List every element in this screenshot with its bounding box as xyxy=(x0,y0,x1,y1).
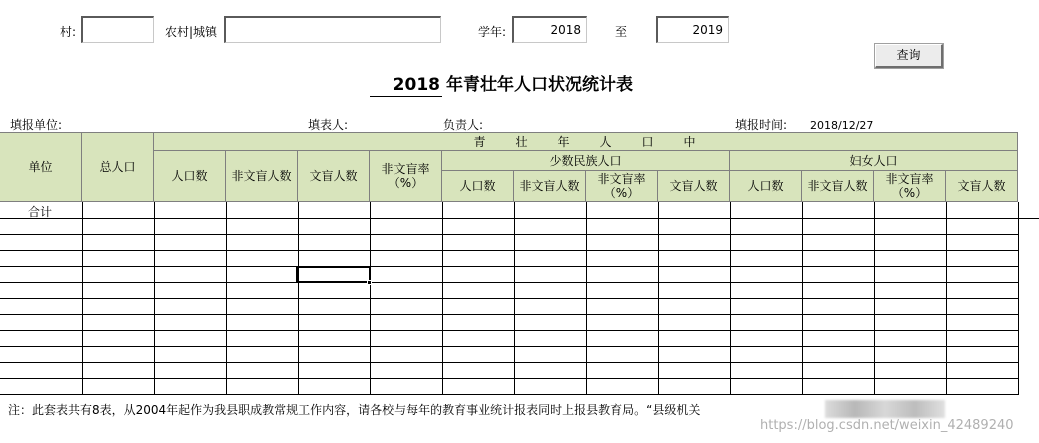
header-minority-nonilliterate: 非文盲人数 xyxy=(514,171,586,202)
grid-col-line xyxy=(730,202,731,395)
header-youth: 青 壮 年 人 口 中 xyxy=(154,133,1018,151)
header-unit: 单位 xyxy=(0,133,82,202)
year-to-input[interactable] xyxy=(656,16,729,43)
grid-row-line xyxy=(0,314,1018,315)
blurred-text xyxy=(825,400,945,418)
grid-row-line xyxy=(0,298,1018,299)
village-input[interactable] xyxy=(81,16,154,43)
grid-col-line xyxy=(442,202,443,395)
grid-col-line xyxy=(1018,202,1019,395)
grid-col-line xyxy=(226,202,227,395)
year-label: 学年: xyxy=(478,25,507,39)
header-women-rate-line1: 非文盲率 xyxy=(885,172,934,186)
header-rate xyxy=(370,151,442,202)
selected-cell[interactable] xyxy=(296,266,371,283)
header-minority-rate-line2: （%） xyxy=(603,186,640,200)
header-women-nonilliterate: 非文盲人数 xyxy=(802,171,874,202)
footer-note: 注：此套表共有8表，从2004年起作为我县职成教常规工作内容，请各校与每年的教育事业统计报表同时上报县教育局。“县级机关 xyxy=(8,403,701,417)
town-input[interactable] xyxy=(224,16,441,43)
grid-row-line xyxy=(0,266,1018,267)
to-label: 至 xyxy=(615,25,628,39)
filler-label: 填表人: xyxy=(308,118,349,132)
header-minority-illiterate: 文盲人数 xyxy=(658,171,730,202)
header-women-illiterate: 文盲人数 xyxy=(946,171,1018,202)
grid-col-line xyxy=(514,202,515,395)
grid-row-line xyxy=(0,218,1018,219)
grid-row-line xyxy=(0,394,1018,395)
grid-row-line xyxy=(0,346,1018,347)
title-year: 2018 xyxy=(370,74,442,97)
date-value: 2018/12/27 xyxy=(810,119,874,132)
grid-col-line xyxy=(298,202,299,395)
grid-col-line xyxy=(658,202,659,395)
grid-row-line xyxy=(0,250,1018,251)
header-illiterate: 文盲人数 xyxy=(298,151,370,202)
date-label: 填报时间: xyxy=(735,118,788,132)
header-rate-line2: （%） xyxy=(387,176,424,190)
grid-col-line xyxy=(874,202,875,395)
year-from-input[interactable] xyxy=(512,16,587,43)
village-label: 村: xyxy=(60,25,77,39)
header-minority-rate-line1: 非文盲率 xyxy=(597,172,646,186)
watermark: https://blog.csdn.net/weixin_42489240 xyxy=(760,418,1014,433)
header-women-rate xyxy=(874,171,946,202)
header-rate-line1: 非文盲率 xyxy=(381,162,430,176)
header-women-rate-line2: （%） xyxy=(891,186,928,200)
header-women-population: 人口数 xyxy=(730,171,802,202)
grid-col-line xyxy=(154,202,155,395)
query-button[interactable]: 查询 xyxy=(875,44,943,68)
manager-label: 负责人: xyxy=(443,118,484,132)
header-population: 人口数 xyxy=(154,151,226,202)
grid-col-line xyxy=(586,202,587,395)
town-label: 农村|城镇 xyxy=(165,25,218,39)
unit-label: 填报单位: xyxy=(10,118,63,132)
header-minority-population: 人口数 xyxy=(442,171,514,202)
total-row-label: 合计 xyxy=(28,205,53,219)
grid-col-line xyxy=(370,202,371,395)
header-nonilliterate: 非文盲人数 xyxy=(226,151,298,202)
header-minority: 少数民族人口 xyxy=(442,151,730,171)
header-women: 妇女人口 xyxy=(730,151,1018,171)
fill-handle[interactable] xyxy=(367,280,372,285)
grid-row-line xyxy=(0,282,1018,283)
grid-row-line xyxy=(0,378,1018,379)
grid-row-line xyxy=(0,362,1018,363)
header-total: 总人口 xyxy=(82,133,154,202)
grid-row-line xyxy=(0,234,1018,235)
grid-col-line xyxy=(946,202,947,395)
page-title: 年青壮年人口状况统计表 xyxy=(446,75,633,95)
grid-row-line xyxy=(0,330,1018,331)
grid-row-line xyxy=(1018,218,1039,219)
grid-col-line xyxy=(802,202,803,395)
header-minority-rate xyxy=(586,171,658,202)
grid-col-line xyxy=(82,202,83,395)
